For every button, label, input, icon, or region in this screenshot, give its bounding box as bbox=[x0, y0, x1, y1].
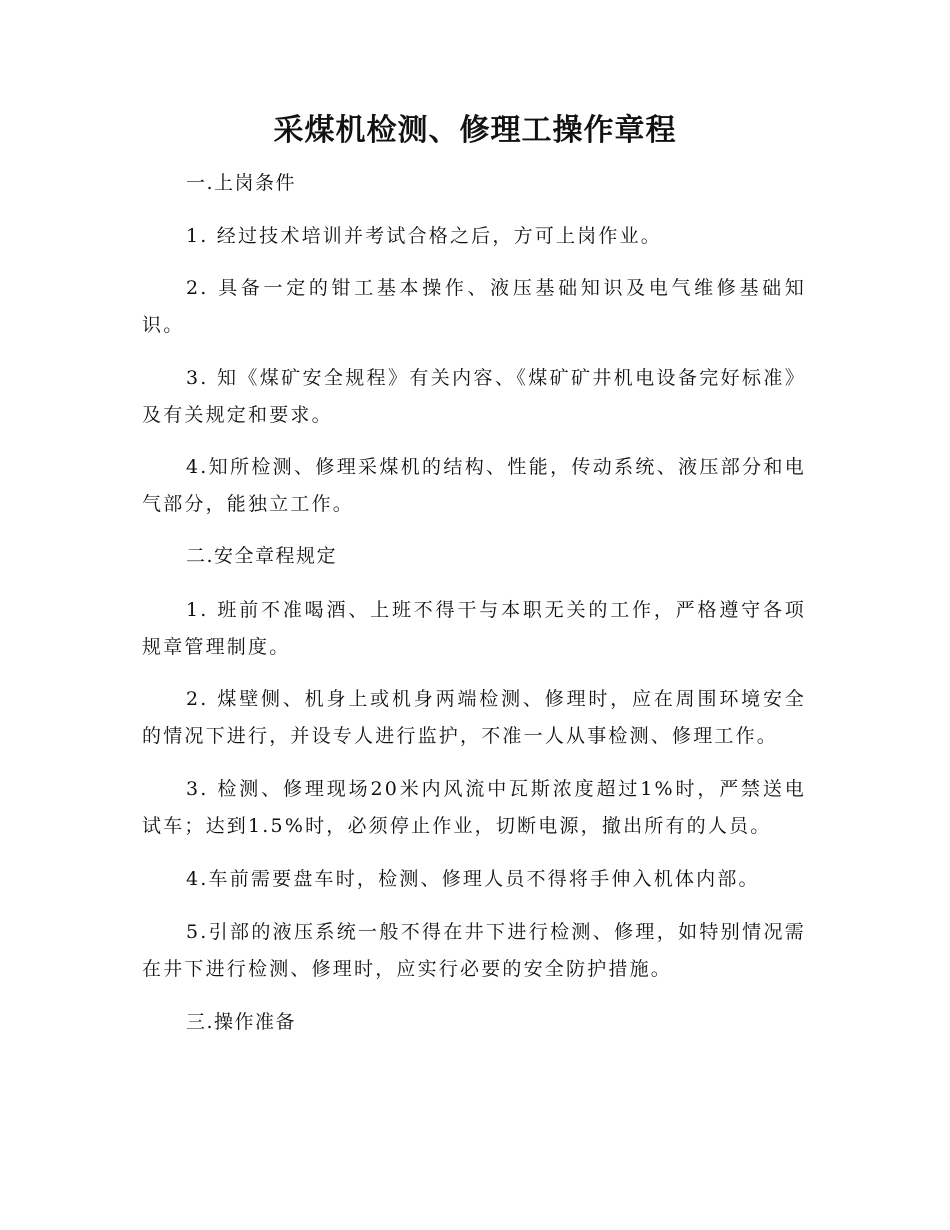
paragraph-qualification-3: 3. 知《煤矿安全规程》有关内容、《煤矿矿井机电设备完好标准》及有关规定和要求。 bbox=[142, 367, 806, 426]
paragraph-safety-4: 4.车前需要盘车时，检测、修理人员不得将手伸入机体内部。 bbox=[186, 868, 760, 890]
section-heading-qualifications: 一.上岗条件 bbox=[186, 172, 297, 194]
paragraph-qualification-1: 1. 经过技术培训并考试合格之后，方可上岗作业。 bbox=[186, 225, 662, 247]
paragraph-safety-1: 1. 班前不准喝酒、上班不得干与本职无关的工作，严格遵守各项规章管理制度。 bbox=[142, 599, 806, 658]
paragraph-safety-3: 3. 检测、修理现场20米内风流中瓦斯浓度超过1%时，严禁送电试车；达到1.5%时，必须停止作业，切断电源，撤出所有的人员。 bbox=[142, 778, 806, 837]
paragraph-safety-2: 2. 煤壁侧、机身上或机身两端检测、修理时，应在周围环境安全的情况下进行，并设专人进行监护，不准一人从事检测、修理工作。 bbox=[142, 688, 806, 747]
document-title: 采煤机检测、修理工操作章程 bbox=[273, 113, 677, 148]
paragraph-safety-5: 5.引部的液压系统一般不得在井下进行检测、修理，如特别情况需在井下进行检测、修理时，应实行必要的安全防护措施。 bbox=[142, 921, 806, 980]
section-heading-operation-prep: 三.操作准备 bbox=[186, 1011, 297, 1033]
section-heading-safety-rules: 二.安全章程规定 bbox=[186, 545, 338, 567]
paragraph-qualification-2: 2. 具备一定的钳工基本操作、液压基础知识及电气维修基础知识。 bbox=[142, 277, 806, 336]
paragraph-qualification-4: 4.知所检测、修理采煤机的结构、性能，传动系统、液压部分和电气部分，能独立工作。 bbox=[142, 456, 806, 515]
